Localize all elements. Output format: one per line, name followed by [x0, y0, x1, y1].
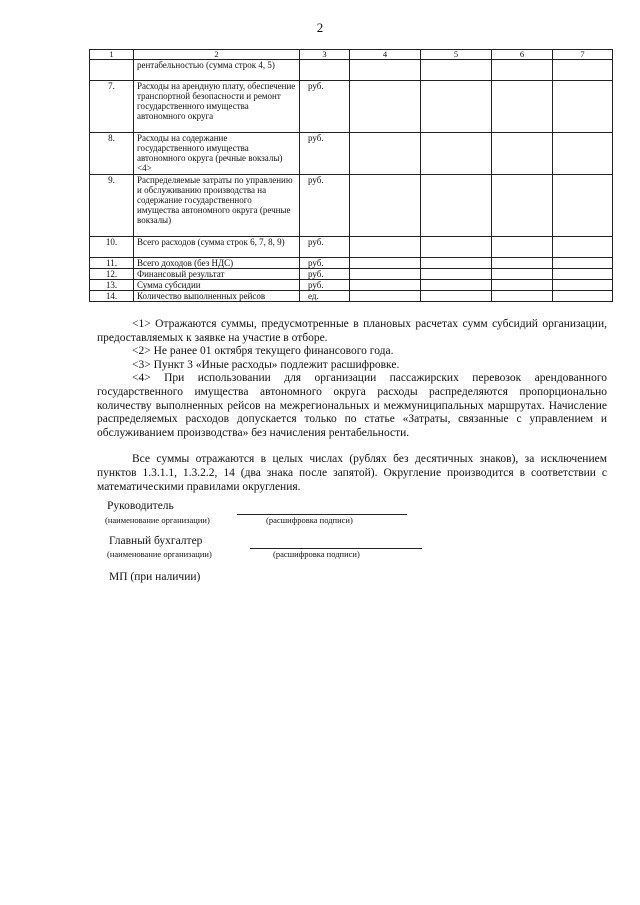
- row-name: Распределяемые затраты по управлению и обслуживанию производства на содержание государственного имущества автономного округа (речные вокзалы): [134, 175, 300, 237]
- table-row: [90, 175, 613, 237]
- row-number: 13.: [90, 280, 134, 291]
- col-header: 7: [553, 50, 613, 60]
- row-number: 7.: [90, 81, 134, 133]
- row-unit: руб.: [300, 175, 350, 237]
- row-name: рентабельностью (сумма строк 4, 5): [134, 60, 300, 81]
- row-unit: руб.: [300, 258, 350, 269]
- row-name: Расходы на содержание государственного имущества автономного округа (речные вокзалы) <4>: [134, 133, 300, 175]
- row-number: [90, 60, 134, 81]
- row-number: 12.: [90, 269, 134, 280]
- table-header-row: [90, 50, 613, 60]
- row-unit: руб.: [300, 280, 350, 291]
- accountant-org-hint: (наименование организации): [107, 549, 212, 559]
- row-number: 11.: [90, 258, 134, 269]
- row-number: 9.: [90, 175, 134, 237]
- footnote-1: <1> Отражаются суммы, предусмотренные в плановых расчетах сумм субсидий организации, предоставляемых к заявке на участие в отборе.: [97, 318, 607, 344]
- col-header: 6: [492, 50, 553, 60]
- row-name: Расходы на арендную плату, обеспечение транспортной безопасности и ремонт государственного имущества автономного округа: [134, 81, 300, 133]
- accountant-sign-hint: (расшифровка подписи): [273, 549, 360, 559]
- footnote-2: <2> Не ранее 01 октября текущего финансового года.: [132, 345, 394, 358]
- head-org-hint: (наименование организации): [105, 515, 210, 525]
- row-unit: руб.: [300, 269, 350, 280]
- table-row: [90, 237, 613, 258]
- row-number: 10.: [90, 237, 134, 258]
- table-row: [90, 258, 613, 269]
- row-unit: [300, 60, 350, 81]
- row-unit: руб.: [300, 81, 350, 133]
- col-header: 1: [90, 50, 134, 60]
- row-number: 14.: [90, 291, 134, 302]
- row-unit: руб.: [300, 237, 350, 258]
- row-unit: ед.: [300, 291, 350, 302]
- row-unit: руб.: [300, 133, 350, 175]
- table-row: [90, 60, 613, 81]
- footnote-4: <4> При использовании для организации пассажирских перевозок арендованного государственного имущества автономного округа расходы распределяются пропорционально количеству выполненных рейсов на межрегиональных и межмуниципальных маршрутах. Начисление распределяемых расходов допускается только по статье «Затраты, связанные с управлением и обслуживанием производства» без начисления рентабельности.: [97, 372, 607, 439]
- page-number: 2: [316, 20, 324, 35]
- table-row: [90, 280, 613, 291]
- table-row: [90, 133, 613, 175]
- table-row: [90, 291, 613, 302]
- row-number: 8.: [90, 133, 134, 175]
- row-name: Финансовый результат: [134, 269, 300, 280]
- row-name: Сумма субсидии: [134, 280, 300, 291]
- stamp-label: МП (при наличии): [109, 571, 201, 583]
- rounding-note: Все суммы отражаются в целых числах (рублях без десятичных знаков), за исключением пунктов 1.3.1.1, 1.3.2.2, 14 (два знака после запятой). Округление производится в соответствии с математическими правилами округления.: [97, 453, 607, 493]
- table-row: [90, 269, 613, 280]
- col-header: 2: [134, 50, 300, 60]
- col-header: 3: [300, 50, 350, 60]
- accountant-label: Главный бухгалтер: [109, 535, 203, 547]
- row-name: Всего расходов (сумма строк 6, 7, 8, 9): [134, 237, 300, 258]
- table-row: [90, 81, 613, 133]
- col-header: 5: [421, 50, 492, 60]
- report-table: [89, 49, 613, 302]
- head-label: Руководитель: [107, 500, 174, 512]
- col-header: 4: [350, 50, 421, 60]
- row-name: Всего доходов (без НДС): [134, 258, 300, 269]
- row-name: Количество выполненных рейсов: [134, 291, 300, 302]
- footnotes: [97, 318, 607, 494]
- footnote-3: <3> Пункт 3 «Иные расходы» подлежит расшифровке.: [132, 358, 400, 371]
- head-sign-hint: (расшифровка подписи): [266, 515, 353, 525]
